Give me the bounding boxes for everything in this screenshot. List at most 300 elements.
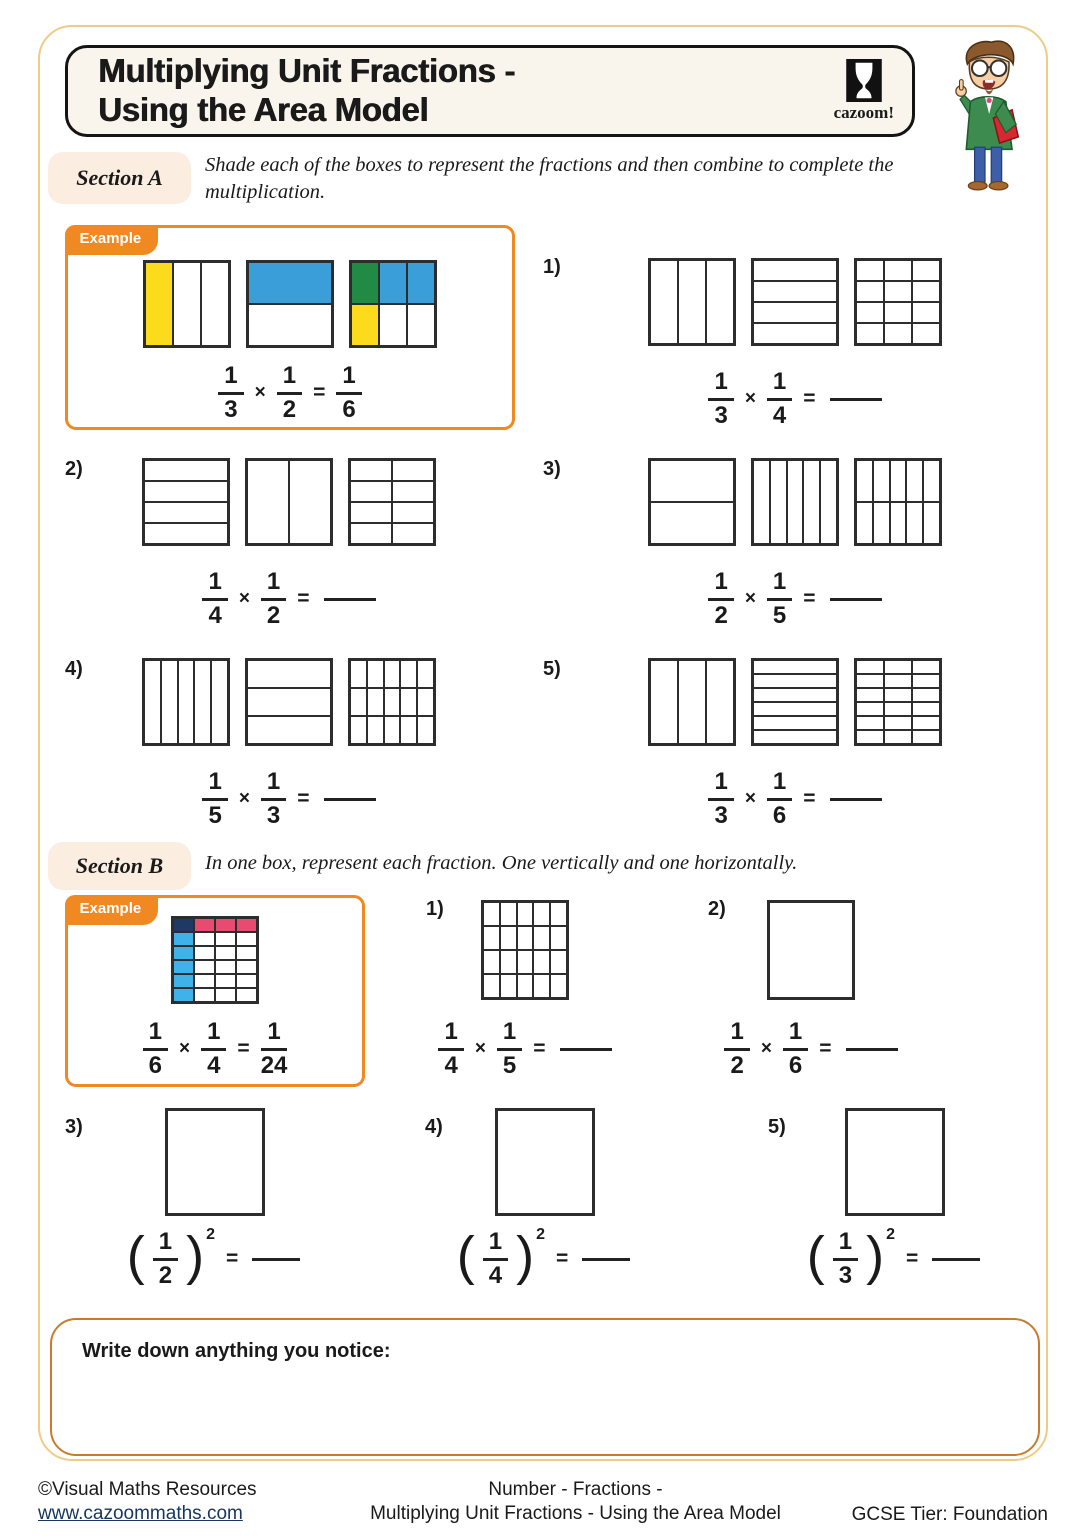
problem-diagrams: [481, 900, 569, 1000]
grid-cell: [144, 660, 161, 744]
grid-cell: [706, 660, 734, 744]
numerator: 1: [261, 1020, 286, 1051]
grid-cell: [167, 1110, 263, 1214]
exponent: 2: [886, 1226, 895, 1243]
open-paren: (: [806, 1226, 825, 1286]
grid-cell: [392, 481, 434, 502]
equals-sign: =: [225, 1247, 239, 1270]
equals-sign: =: [905, 1247, 919, 1270]
answer-blank[interactable]: [252, 1258, 300, 1261]
multiply-sign: ×: [760, 1038, 772, 1059]
grid-cell: [236, 946, 257, 960]
fraction-grid-4x6: [171, 916, 259, 1004]
fraction: [783, 1020, 808, 1078]
equals-sign: =: [533, 1037, 546, 1060]
footer-category: Number - Fractions -: [488, 1479, 663, 1500]
fraction-grid-5x3: [348, 658, 436, 746]
numerator: 1: [767, 770, 792, 801]
grid-cell: [367, 660, 384, 688]
grid-cell: [384, 688, 401, 716]
grid-cell: [769, 902, 853, 998]
answer-blank[interactable]: [324, 598, 376, 601]
grid-cell: [650, 260, 678, 344]
grid-cell: [247, 716, 331, 744]
page-title: [68, 52, 515, 129]
answer-blank[interactable]: [846, 1048, 898, 1051]
equals-sign: =: [819, 1037, 832, 1060]
grid-cell: [856, 660, 884, 674]
grid-cell: [884, 260, 912, 281]
section-b-problem-4: [390, 1104, 700, 1288]
grid-cell: [533, 926, 550, 950]
multiply-sign: ×: [744, 388, 756, 409]
problem-number: 1): [426, 898, 444, 920]
open-paren: (: [456, 1226, 475, 1286]
problem-diagrams: [142, 658, 436, 746]
denominator: 3: [714, 802, 728, 829]
problem-equation: [456, 1226, 631, 1289]
grid-cell: [753, 260, 837, 281]
denominator: 4: [488, 1262, 503, 1289]
grid-cell: [144, 481, 228, 502]
denominator: 2: [158, 1262, 173, 1289]
numerator: 1: [833, 1230, 858, 1261]
denominator: 3: [714, 402, 728, 429]
grid-cell: [890, 460, 907, 502]
grid-cell: [483, 926, 500, 950]
problem-equation: [438, 1020, 611, 1078]
footer: [38, 1478, 1048, 1526]
section-b-instruction: In one box, represent each fraction. One vertically and one horizontally.: [205, 852, 798, 874]
grid-cell: [500, 974, 517, 998]
grid-cell: [194, 932, 215, 946]
problem-diagrams: [845, 1108, 945, 1216]
fraction-grid-3x1: [648, 258, 736, 346]
problem-number: 4): [425, 1116, 443, 1138]
denominator: 3: [266, 802, 281, 829]
footer-worksheet-name: Multiplying Unit Fractions - Using the Area Model: [370, 1502, 781, 1524]
grid-cell: [417, 660, 434, 688]
multiply-sign: ×: [744, 788, 756, 809]
grid-cell: [350, 660, 367, 688]
multiply-sign: ×: [238, 588, 250, 609]
section-a-example-box: [65, 225, 515, 430]
example-equation: [143, 1020, 288, 1078]
grid-cell: [856, 502, 873, 544]
fraction-grid-2x4: [348, 458, 436, 546]
fraction: [261, 570, 286, 628]
grid-cell: [236, 988, 257, 1002]
grid-cell: [550, 950, 567, 974]
fraction: [202, 570, 227, 628]
grid-cell: [350, 688, 367, 716]
copyright-text: ©Visual Maths Resources: [38, 1479, 257, 1500]
grid-cell: [500, 950, 517, 974]
grid-cell: [820, 460, 837, 544]
grid-cell: [194, 960, 215, 974]
fraction-grid-3x2: [349, 260, 437, 348]
grid-cell: [550, 926, 567, 950]
open-paren: (: [126, 1226, 145, 1286]
grid-cell: [856, 674, 884, 688]
fraction-grid-1x6: [751, 658, 839, 746]
grid-cell: [884, 716, 912, 730]
section-b-problem-5: [740, 1104, 1050, 1288]
grid-cell: [236, 974, 257, 988]
grid-cell: [856, 302, 884, 323]
answer-blank[interactable]: [932, 1258, 980, 1261]
section-a-problem-5: [543, 646, 1020, 829]
grid-cell: [145, 262, 173, 346]
grid-cell: [350, 523, 392, 544]
grid-cell: [753, 702, 837, 716]
numerator: 1: [767, 570, 792, 601]
cazoom-goblet-icon: [846, 59, 882, 102]
problem-diagrams: [767, 900, 855, 1000]
fraction: [438, 1020, 463, 1078]
grid-cell: [884, 302, 912, 323]
numerator: 1: [783, 1020, 808, 1051]
fraction: [767, 770, 792, 828]
grid-cell: [215, 946, 236, 960]
equals-sign: =: [803, 787, 816, 810]
problem-number: 5): [543, 658, 561, 680]
grid-cell: [173, 932, 194, 946]
denominator: 6: [342, 396, 356, 423]
denominator: 5: [772, 602, 787, 629]
grid-cell: [417, 716, 434, 744]
fraction-grid-1x1: [767, 900, 855, 1000]
numerator: 1: [708, 570, 733, 601]
grid-cell: [215, 974, 236, 988]
grid-cell: [350, 481, 392, 502]
numerator: 1: [767, 370, 792, 401]
numerator: 1: [438, 1020, 463, 1051]
numerator: 1: [708, 370, 733, 401]
grid-cell: [856, 730, 884, 744]
denominator: 6: [148, 1052, 162, 1079]
grid-cell: [517, 902, 534, 926]
grid-cell: [912, 688, 940, 702]
grid-cell: [650, 460, 734, 502]
multiply-sign: ×: [254, 382, 266, 403]
grid-cell: [873, 460, 890, 502]
grid-cell: [856, 688, 884, 702]
example-equation: [218, 364, 361, 422]
grid-cell: [923, 502, 940, 544]
grid-cell: [392, 460, 434, 481]
grid-cell: [912, 716, 940, 730]
grid-cell: [178, 660, 195, 744]
grid-cell: [884, 730, 912, 744]
grid-cell: [173, 918, 194, 932]
fraction-grid-3x1: [143, 260, 231, 348]
grid-cell: [194, 660, 211, 744]
equals-sign: =: [297, 787, 310, 810]
fraction: [261, 1020, 288, 1078]
section-a-problem-1: [543, 246, 1020, 429]
multiply-sign: ×: [178, 1038, 191, 1059]
problem-equation: [202, 770, 375, 828]
grid-cell: [407, 262, 435, 304]
grid-cell: [248, 304, 332, 346]
section-b-problem-1: [405, 896, 645, 1078]
grid-cell: [215, 960, 236, 974]
grid-cell: [236, 918, 257, 932]
fraction-grid-1x4: [142, 458, 230, 546]
fraction: [497, 1020, 522, 1078]
problem-number: 5): [768, 1116, 786, 1138]
grid-cell: [500, 902, 517, 926]
grid-cell: [856, 260, 884, 281]
grid-cell: [248, 262, 332, 304]
fraction: [261, 770, 286, 828]
fraction-grid-1x1: [845, 1108, 945, 1216]
grid-cell: [912, 302, 940, 323]
numerator: 1: [202, 770, 227, 801]
grid-cell: [247, 660, 331, 688]
answer-blank[interactable]: [582, 1258, 630, 1261]
fraction-grid-1x4: [751, 258, 839, 346]
problem-equation: [202, 570, 375, 628]
title-box: [65, 45, 915, 137]
grid-cell: [550, 974, 567, 998]
grid-cell: [856, 716, 884, 730]
grid-cell: [173, 988, 194, 1002]
grid-cell: [533, 950, 550, 974]
grid-cell: [236, 960, 257, 974]
grid-cell: [400, 716, 417, 744]
footer-left: [38, 1478, 328, 1526]
answer-blank[interactable]: [830, 598, 882, 601]
fraction: [767, 570, 792, 628]
grid-cell: [384, 660, 401, 688]
website-link[interactable]: www.cazoommaths.com: [38, 1502, 243, 1524]
fraction-grid-1x2: [648, 458, 736, 546]
problem-diagrams: [495, 1108, 595, 1216]
grid-cell: [236, 932, 257, 946]
exponent: 2: [206, 1226, 215, 1243]
grid-cell: [912, 660, 940, 674]
numerator: 1: [261, 570, 286, 601]
grid-cell: [753, 302, 837, 323]
grid-cell: [483, 950, 500, 974]
grid-cell: [884, 281, 912, 302]
equals-sign: =: [297, 587, 310, 610]
section-a-problem-2: [64, 446, 514, 628]
multiply-sign: ×: [238, 788, 250, 809]
fraction: [708, 370, 733, 428]
numerator: 1: [708, 770, 733, 801]
fraction-grid-5x4: [481, 900, 569, 1000]
problem-equation: [806, 1226, 981, 1289]
grid-cell: [350, 460, 392, 481]
section-a-problem-4: [64, 646, 514, 828]
denominator: 4: [772, 402, 787, 429]
numerator: 1: [202, 570, 227, 601]
denominator: 3: [224, 396, 238, 423]
problem-diagrams: [648, 258, 942, 346]
grid-cell: [753, 688, 837, 702]
denominator: 3: [838, 1262, 853, 1289]
grid-cell: [517, 974, 534, 998]
grid-cell: [753, 660, 837, 674]
grid-cell: [787, 460, 804, 544]
fraction-grid-5x1: [751, 458, 839, 546]
grid-cell: [753, 460, 770, 544]
fraction-grid-3x6: [854, 658, 942, 746]
grid-cell: [678, 660, 706, 744]
grid-cell: [367, 716, 384, 744]
grid-cell: [753, 716, 837, 730]
problem-equation: [708, 370, 881, 428]
problem-equation: [724, 1020, 897, 1078]
fraction-grid-1x3: [245, 658, 333, 746]
grid-cell: [753, 730, 837, 744]
grid-cell: [884, 674, 912, 688]
numerator: 1: [724, 1020, 749, 1051]
fraction-grid-1x1: [165, 1108, 265, 1216]
grid-cell: [173, 262, 201, 346]
equals-sign: =: [555, 1247, 569, 1270]
problem-equation: [708, 570, 881, 628]
notice-box[interactable]: [50, 1318, 1040, 1456]
problem-number: 2): [65, 458, 83, 480]
section-b-label: Section B: [48, 842, 191, 890]
answer-blank[interactable]: [560, 1048, 612, 1051]
grid-cell: [351, 304, 379, 346]
denominator: 2: [282, 396, 297, 423]
fraction-grid-3x1: [648, 658, 736, 746]
grid-cell: [194, 946, 215, 960]
grid-cell: [500, 926, 517, 950]
denominator: 6: [788, 1052, 803, 1079]
grid-cell: [912, 702, 940, 716]
logo-text: cazoom!: [833, 103, 894, 122]
grid-cell: [407, 304, 435, 346]
equals-sign: =: [313, 381, 326, 404]
numerator: 1: [218, 364, 243, 395]
grid-cell: [247, 688, 331, 716]
grid-cell: [194, 974, 215, 988]
grid-cell: [753, 281, 837, 302]
grid-cell: [803, 460, 820, 544]
notice-label: Write down anything you notice:: [82, 1340, 391, 1362]
grid-cell: [533, 974, 550, 998]
grid-cell: [211, 660, 228, 744]
grid-cell: [912, 281, 940, 302]
problem-diagrams: [165, 1108, 265, 1216]
grid-cell: [194, 918, 215, 932]
fraction: [218, 364, 243, 422]
grid-cell: [215, 988, 236, 1002]
grid-cell: [400, 688, 417, 716]
multiply-sign: ×: [474, 1038, 486, 1059]
example-diagrams: [143, 260, 437, 348]
grid-cell: [351, 262, 379, 304]
grid-cell: [650, 502, 734, 544]
grid-cell: [379, 262, 407, 304]
fraction-grid-2x1: [245, 458, 333, 546]
grid-cell: [173, 946, 194, 960]
grid-cell: [215, 932, 236, 946]
problem-diagrams: [648, 658, 942, 746]
close-paren: ): [866, 1226, 885, 1286]
problem-equation: [708, 770, 881, 828]
fraction: [277, 364, 302, 422]
title-line-2: Using the Area Model: [98, 91, 429, 128]
answer-blank[interactable]: [830, 398, 882, 401]
fraction: [153, 1230, 178, 1288]
fraction-grid-5x2: [854, 458, 942, 546]
fraction-grid-3x4: [854, 258, 942, 346]
equals-sign: =: [803, 587, 816, 610]
grid-cell: [367, 688, 384, 716]
fraction: [336, 364, 361, 422]
numerator: 1: [153, 1230, 178, 1261]
grid-cell: [350, 716, 367, 744]
fraction-grid-1x2: [246, 260, 334, 348]
grid-cell: [517, 926, 534, 950]
denominator: 5: [502, 1052, 517, 1079]
section-b-example-box: [65, 895, 365, 1087]
grid-cell: [856, 323, 884, 344]
numerator: 1: [261, 770, 286, 801]
grid-cell: [497, 1110, 593, 1214]
grid-cell: [912, 323, 940, 344]
denominator: 2: [714, 602, 728, 629]
numerator: 1: [277, 364, 302, 395]
grid-cell: [847, 1110, 943, 1214]
problem-number: 2): [708, 898, 726, 920]
problem-equation: [126, 1226, 301, 1289]
fraction-grid-5x1: [142, 658, 230, 746]
fraction: [767, 370, 792, 428]
grid-cell: [144, 523, 228, 544]
grid-cell: [912, 730, 940, 744]
answer-blank[interactable]: [324, 798, 376, 801]
fraction: [708, 770, 733, 828]
grid-cell: [144, 460, 228, 481]
answer-blank[interactable]: [830, 798, 882, 801]
grid-cell: [884, 660, 912, 674]
fraction: [708, 570, 733, 628]
grid-cell: [483, 974, 500, 998]
denominator: 4: [208, 602, 222, 629]
grid-cell: [753, 323, 837, 344]
denominator: 6: [772, 802, 787, 829]
grid-cell: [483, 902, 500, 926]
section-b-problem-2: [690, 896, 932, 1078]
fraction: [724, 1020, 749, 1078]
grid-cell: [417, 688, 434, 716]
grid-cell: [906, 502, 923, 544]
grid-cell: [201, 262, 229, 346]
grid-cell: [400, 660, 417, 688]
grid-cell: [770, 460, 787, 544]
denominator: 24: [260, 1052, 288, 1079]
grid-cell: [912, 260, 940, 281]
grid-cell: [873, 502, 890, 544]
grid-cell: [350, 502, 392, 523]
denominator: 2: [266, 602, 281, 629]
grid-cell: [856, 460, 873, 502]
section-a-label: Section A: [48, 152, 191, 204]
multiply-sign: ×: [744, 588, 756, 609]
example-tab: Example: [65, 225, 159, 255]
grid-cell: [392, 523, 434, 544]
grid-cell: [884, 688, 912, 702]
